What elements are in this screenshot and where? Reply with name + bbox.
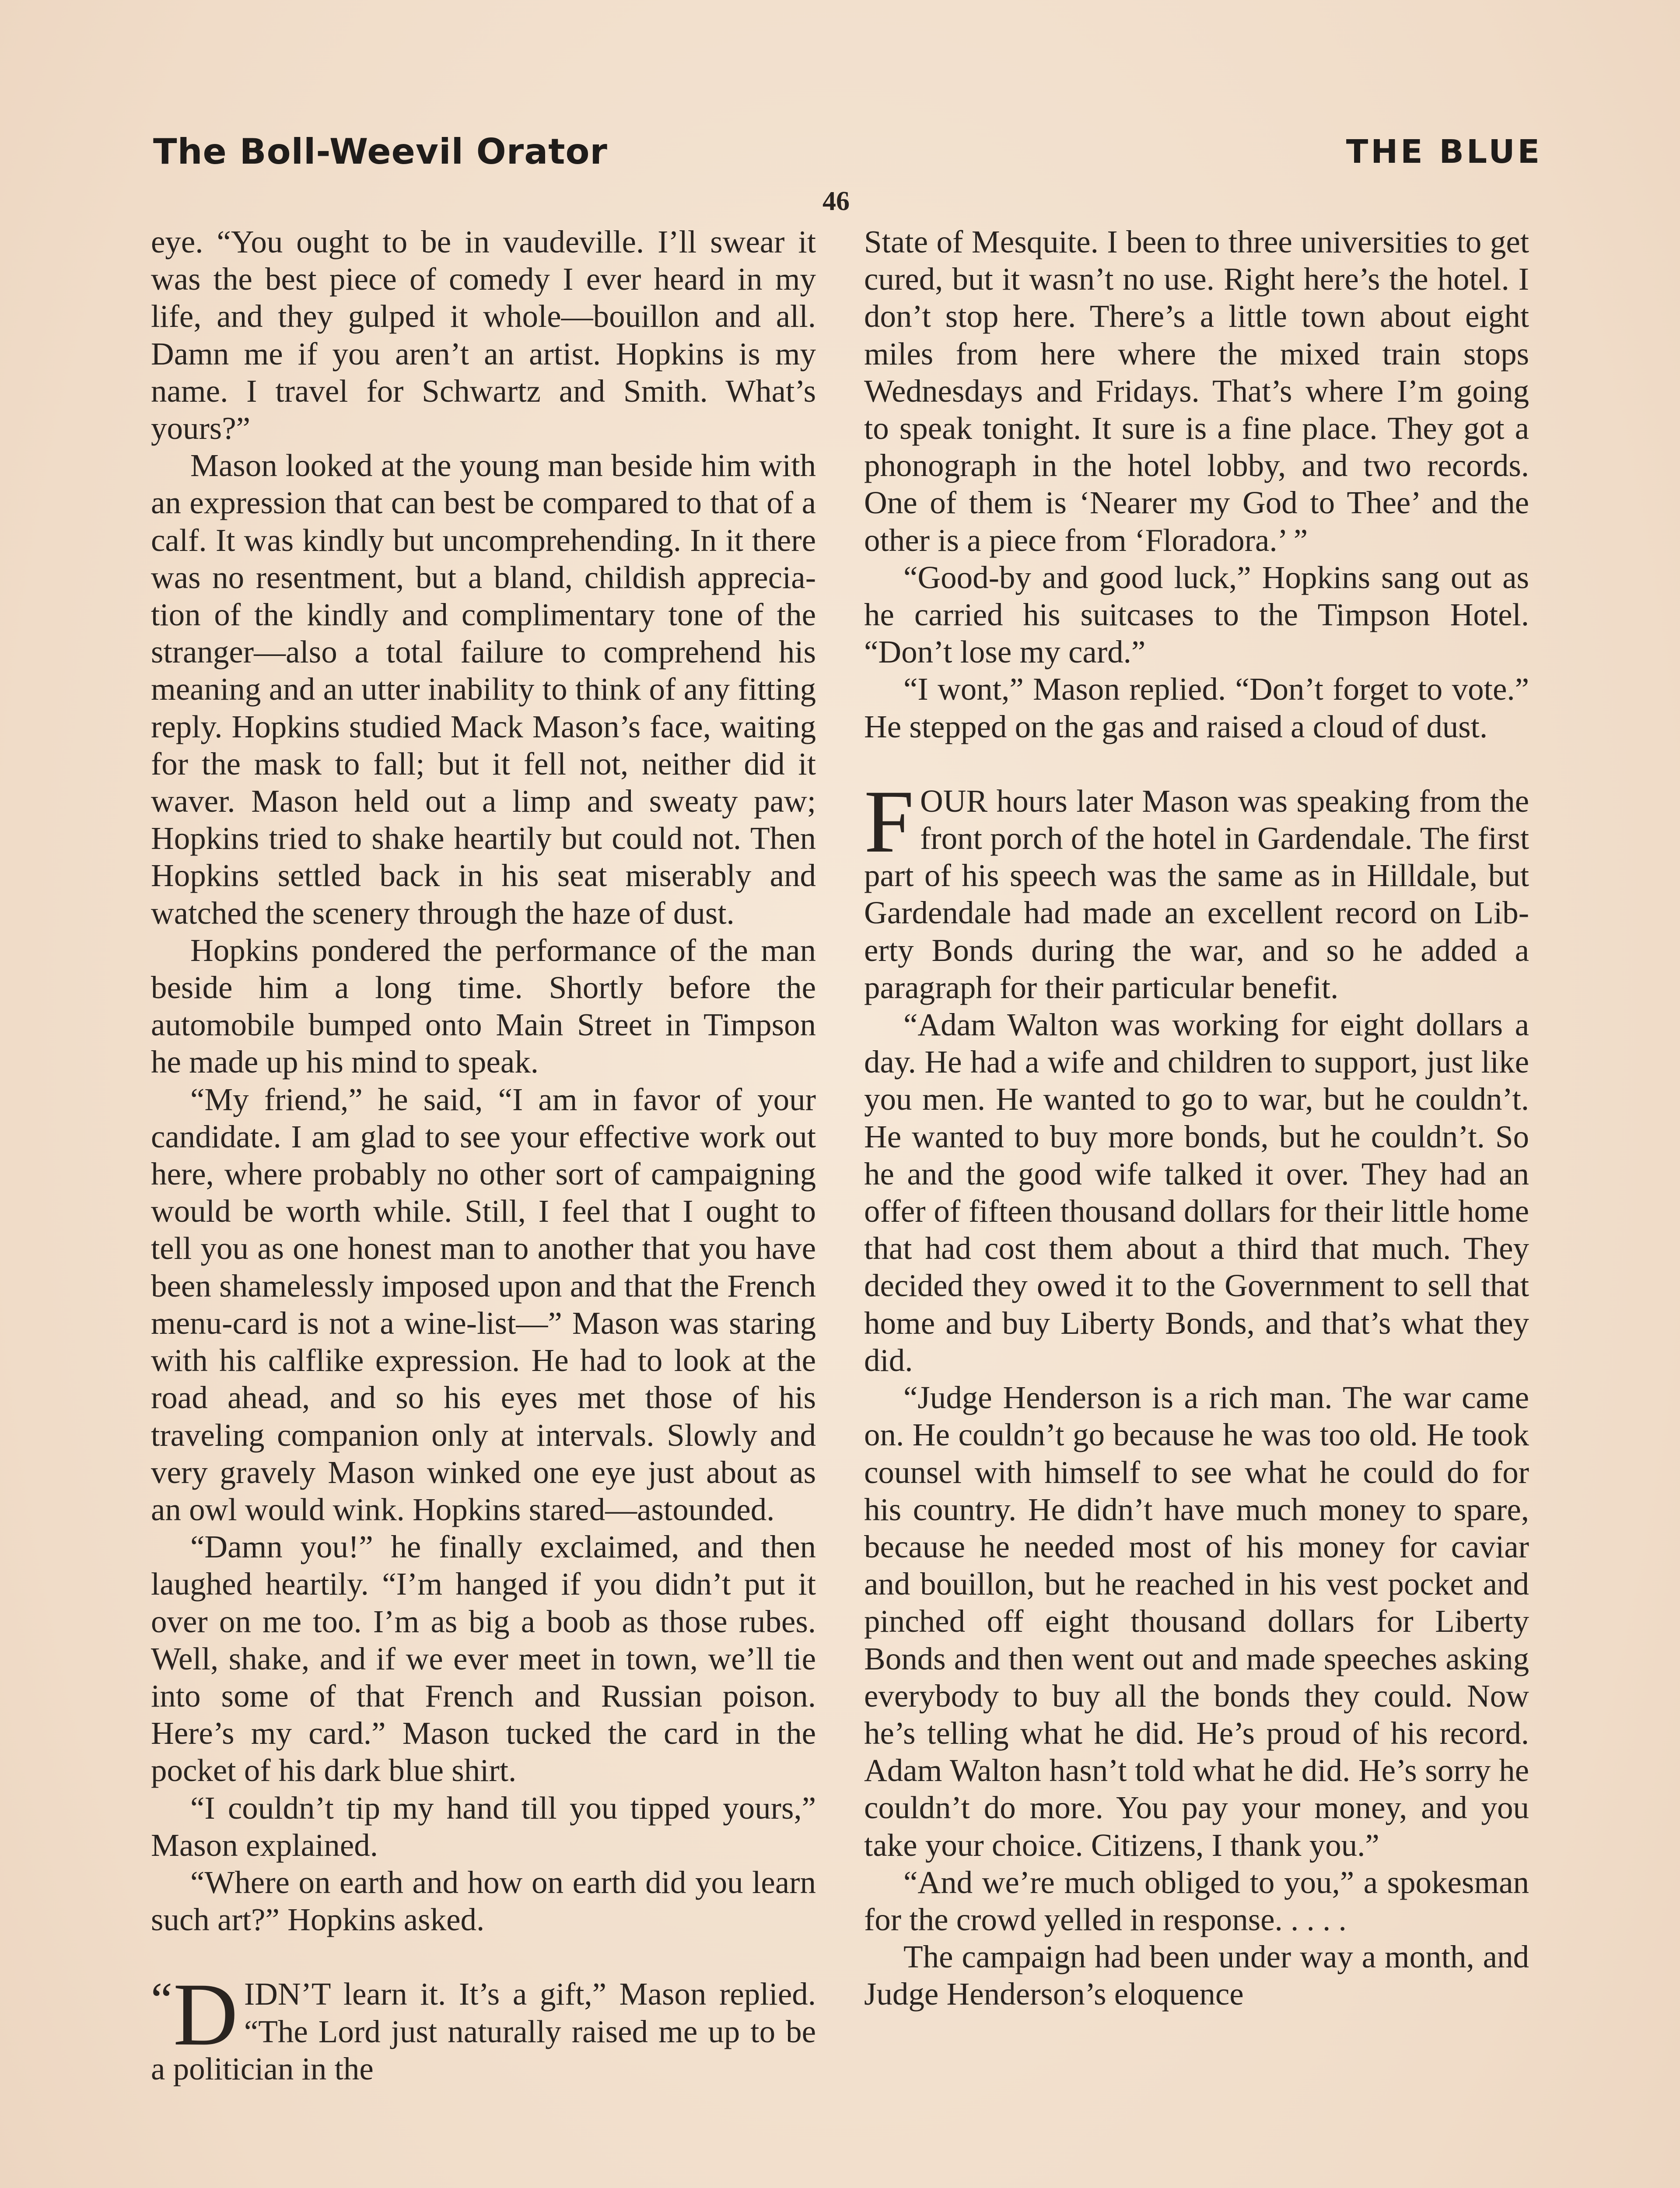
drop-cap: F bbox=[864, 771, 914, 871]
small-caps-lead: IDN’T bbox=[244, 1976, 331, 2012]
paragraph: “Good-by and good luck,” Hopkins sang out as he carried his suitcases to the Timpson Hotel. “Don’t lose my card.” bbox=[864, 559, 1529, 670]
magazine-name: THE BLUE bbox=[1346, 133, 1542, 171]
left-column bbox=[151, 223, 816, 2087]
paragraph: “I wont,” Mason replied. “Don’t forget to vote.” He stepped on the gas and raised a cloud of dust. bbox=[864, 671, 1529, 744]
paragraph: “My friend,” he said, “I am in favor of your candidate. I am glad to see your effective work out here, where probably no other sort of campaigning would be worth while. Still, I feel that I ought to tell you as one honest man to another that you have been shamelessly imposed upon and that the French menu-card is not a wine-list—” Mason was staring with his calflike expression. He had to look at the road ahead, and so his eyes met those of his traveling companion only at intervals. Slowly and very gravely Mason winked one eye just about as an owl would wink. Hopkins stared—astounded. bbox=[151, 1081, 816, 1527]
paragraph: “Damn you!” he finally exclaimed, and then laughed heartily. “I’m hanged if you didn’t put it over on me too. I’m as big a boob as those rubes. Well, shake, and if we ever meet in town, we’ll tie into some of that French and Russian poison. Here’s my card.” Mason tucked the card in the pocket of his dark blue shirt. bbox=[151, 1529, 816, 1788]
small-caps-lead: OUR bbox=[920, 783, 988, 819]
running-title: The Boll-Weevil Orator bbox=[153, 131, 608, 172]
page-number: 46 bbox=[822, 186, 850, 216]
section-paragraph bbox=[151, 1965, 816, 2087]
section-paragraph bbox=[864, 771, 1529, 1006]
opening-quote: “ bbox=[151, 1973, 172, 2027]
right-column bbox=[864, 223, 1529, 2013]
paragraph: eye. “You ought to be in vaudeville. I’ll swear it was the best piece of comedy I ever heard in my life, and they gulped it whole—bouillon and all. Damn me if you aren’t an artist. Hopkins is my name. I travel for Schwartz and Smith. What’s yours?” bbox=[151, 224, 816, 446]
paragraph: “Judge Henderson is a rich man. The war came on. He couldn’t go because he was too old. He took counsel with himself to see what he could do for his country. He didn’t have much money to spare, because he needed most of his money for caviar and bouillon, but he reached in his vest pocket and pinched off eight thousand dollars for Liberty Bonds and then went out and made speeches asking everybody to buy all the bonds they could. Now he’s telling what he did. He’s proud of his record. Adam Walton hasn’t told what he did. He’s sorry he couldn’t do more. You pay your money, and you take your choice. Citizens, I thank you.” bbox=[864, 1380, 1529, 1863]
paragraph: Mason looked at the young man beside him with an expression that can best be compared to that of a calf. It was kindly but uncomprehending. In it there was no resentment, but a bland, childish appreciation of the kindly and complimentary tone of the stranger—also a total failure to comprehend his meaning and an utter inability to think of any fitting reply. Hopkins studied Mack Mason’s face, waiting for the mask to fall; but it fell not, neither did it waver. Mason held out a limp and sweaty paw; Hopkins tried to shake heartily but could not. Then Hopkins settled back in his seat miserably and watched the scenery through the haze of dust. bbox=[151, 448, 816, 931]
paragraph-text: learn it. It’s a gift,” Mason replied. “The Lord just naturally raised me up to be a politician in the bbox=[151, 1976, 816, 2086]
paragraph: Hopkins pondered the performance of the man beside him a long time. Shortly before the automobile bumped onto Main Street in Timpson he made up his mind to speak. bbox=[151, 932, 816, 1080]
paragraph: “Where on earth and how on earth did you learn such art?” Hopkins asked. bbox=[151, 1864, 816, 1938]
paragraph: State of Mesquite. I been to three universities to get cured, but it wasn’t no use. Right here’s the hotel. I don’t stop here. There’s a little town about eight miles from here where the mixed train stops Wednesdays and Fridays. That’s where I’m going to speak tonight. It sure is a fine place. They got a phonograph in the hotel lobby, and two records. One of them is ‘Nearer my God to Thee’ and the other is a piece from ‘Floradora.’ ” bbox=[864, 224, 1529, 558]
paragraph-text: hours later Mason was speaking from the front porch of the hotel in Gardendale. The first part of his speech was the same as in Hilldale, but Gardendale had made an excellent record on Liberty Bonds during the war, and so he added a paragraph for their particular benefit. bbox=[864, 783, 1529, 1005]
page-header bbox=[153, 131, 1542, 179]
drop-cap: D bbox=[173, 1965, 238, 2065]
paragraph: The campaign had been under way a month, and Judge Henderson’s eloquence bbox=[864, 1939, 1529, 2012]
paragraph: “Adam Walton was working for eight dollars a day. He had a wife and children to support, just like you men. He wanted to go to war, but he couldn’t. He wanted to buy more bonds, but he couldn’t. So he and the good wife talked it over. They had an offer of fifteen thousand dollars for their little home that had cost them about a third that much. They decided they owed it to the Government to sell that home and buy Liberty Bonds, and that’s what they did. bbox=[864, 1007, 1529, 1378]
paragraph: “I couldn’t tip my hand till you tipped yours,” Mason explained. bbox=[151, 1790, 816, 1863]
paragraph: “And we’re much obliged to you,” a spokesman for the crowd yelled in response. . . . . bbox=[864, 1864, 1529, 1937]
